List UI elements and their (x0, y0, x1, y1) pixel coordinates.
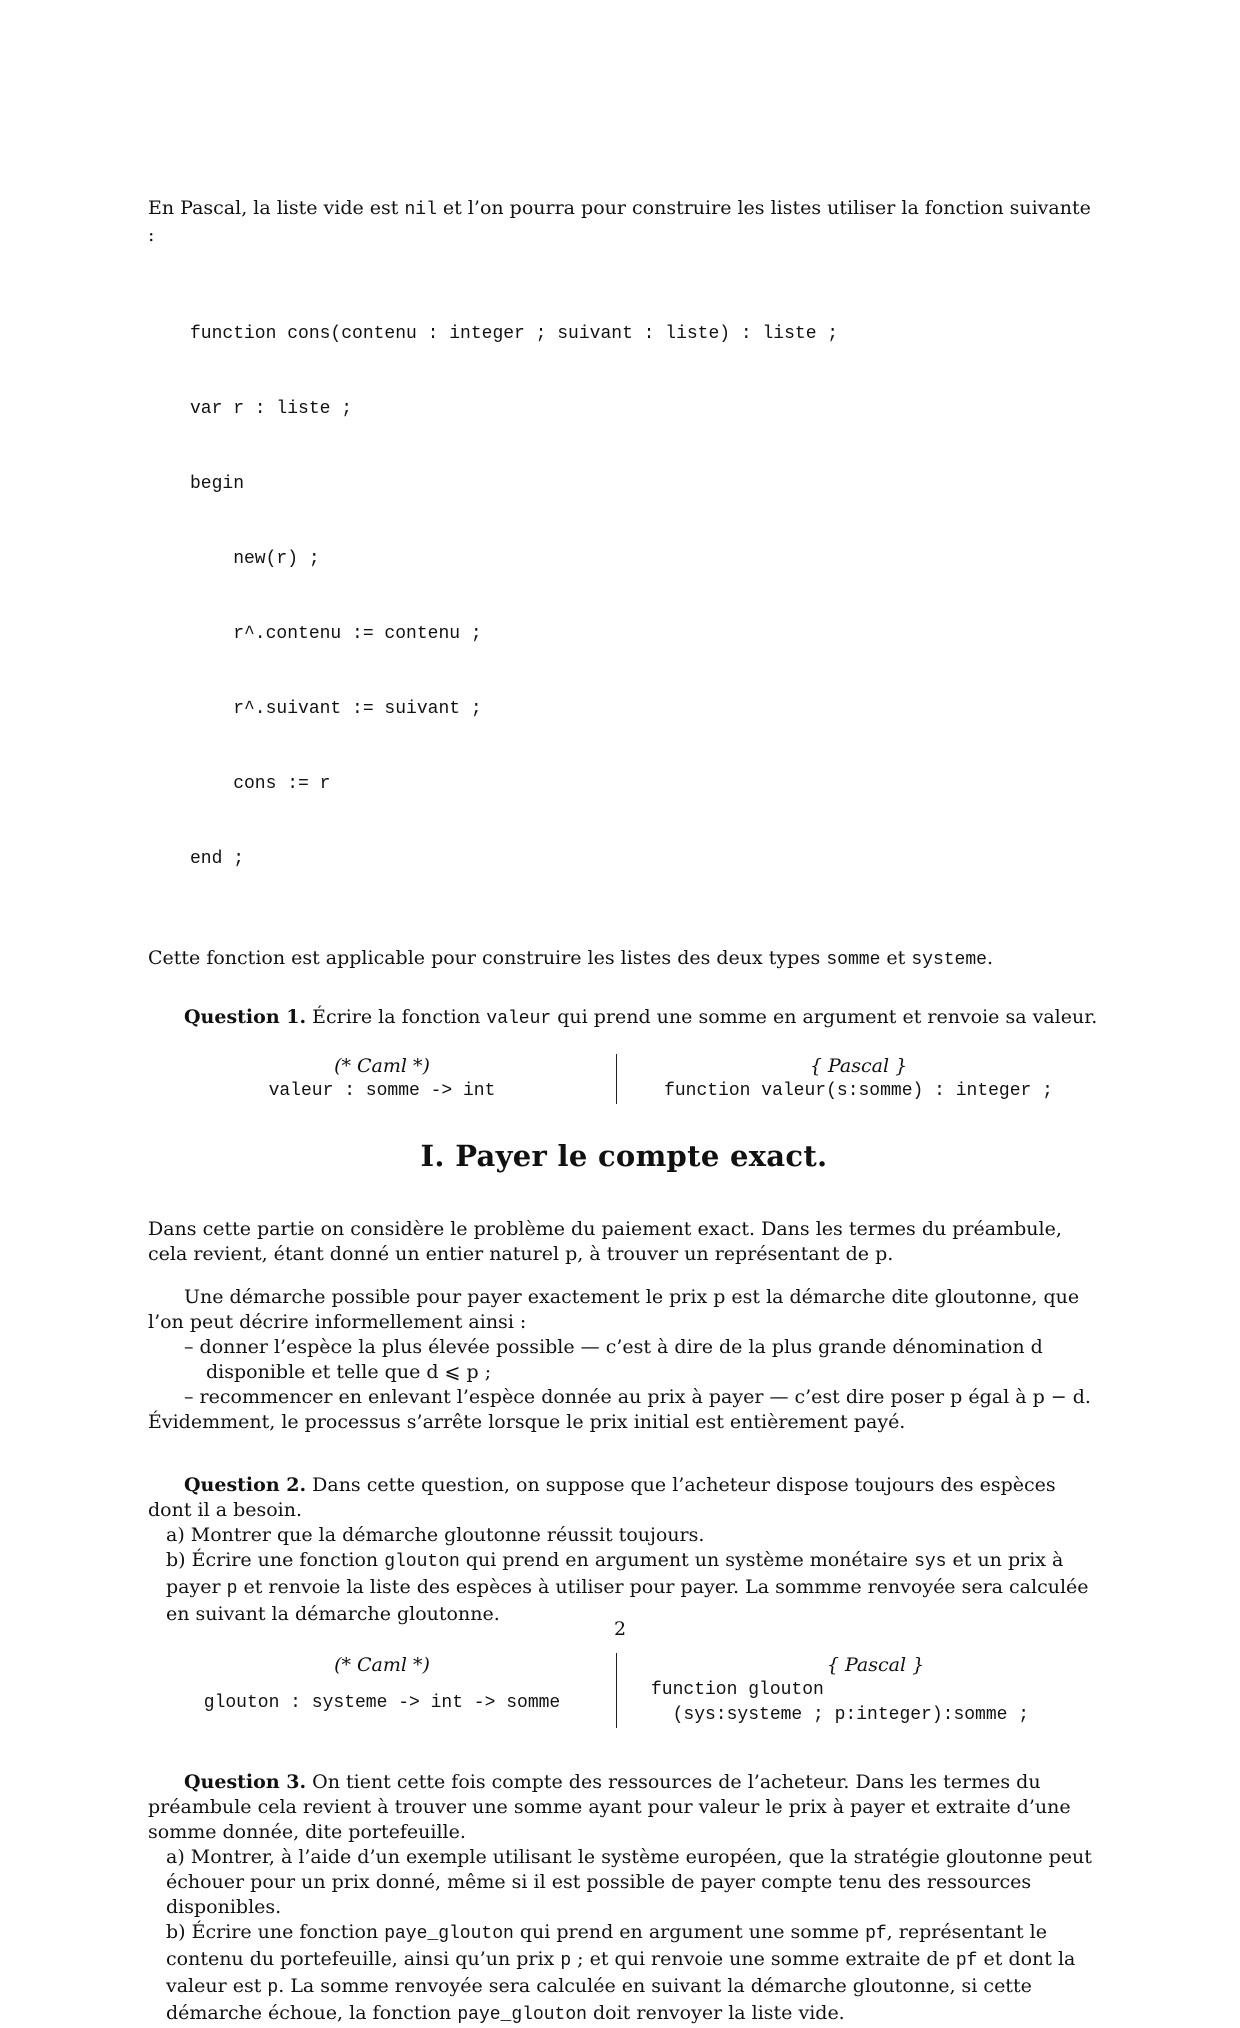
question-1 (148, 1005, 1100, 1032)
q3-b-text-g: doit renvoyer la liste vide. (586, 2002, 845, 2024)
section-title: I. Payer le compte exact. (420, 1139, 828, 1173)
q2-part-a: a) Montrer que la démarche gloutonne réussit toujours. (166, 1524, 705, 1546)
code-line: end ; (190, 849, 245, 869)
glouton-code: glouton (384, 1552, 460, 1572)
after-code-text-a: Cette fonction est applicable pour construire les listes des deux types (148, 947, 827, 969)
part1-paragraph-2: Une démarche possible pour payer exactement le prix p est la démarche dite gloutonne, que l’on peut décrire informellement ainsi : (148, 1286, 1080, 1333)
after-code-text-b: et (880, 947, 912, 969)
q2-b-text-a: b) Écrire une fonction (166, 1549, 385, 1571)
part1-paragraph-1: Dans cette partie on considère le problème du paiement exact. Dans les termes du préambule, cela revient, étant donné un entier naturel p, à trouver un représentant de p. (148, 1218, 1062, 1265)
code-line: begin (190, 474, 245, 494)
somme-code: somme (826, 950, 881, 970)
after-code-paragraph (148, 946, 1100, 973)
pf-code: pf (955, 1951, 978, 1971)
after-code-text-c: . (986, 947, 994, 969)
list-item: – recommencer en enlevant l’espèce donnée au prix à payer — c’est dire poser p égal à p − d. (184, 1386, 1091, 1408)
document-page (148, 196, 1100, 2028)
q2-signatures (148, 1653, 1100, 1728)
pascal-signature: function valeur(s:somme) : integer ; (664, 1081, 1053, 1101)
question-2 (148, 1473, 1100, 1523)
pascal-column (616, 1653, 1100, 1728)
code-line: function cons(contenu : integer ; suivant : liste) : liste ; (190, 324, 839, 344)
pascal-signature-line-1: function glouton (651, 1680, 824, 1700)
caml-column (148, 1653, 616, 1728)
pascal-heading: { Pascal } (826, 1654, 925, 1676)
q3-b-text-f: . La somme renvoyée sera calculée en suivant la démarche gloutonne, si cette démarche échoue, la fonction (166, 1975, 1032, 2024)
caml-heading: (* Caml *) (334, 1654, 430, 1676)
q3-b-text-a: b) Écrire une fonction (166, 1921, 385, 1943)
systeme-code: systeme (911, 950, 987, 970)
q2-b-text-d: et renvoie la liste des espèces à utiliser pour payer. La sommme renvoyée sera calculée en suivant la démarche gloutonne. (166, 1576, 1089, 1625)
paye-glouton-code: paye_glouton (384, 1924, 514, 1944)
caml-column (148, 1054, 616, 1104)
q3-text: On tient cette fois compte des ressources de l’acheteur. Dans les termes du préambule cela revient à trouver une somme ayant pour valeur le prix à payer et extraite d’une somme donnée, dite portefeuille. (148, 1771, 1071, 1843)
q2-text: Dans cette question, on suppose que l’acheteur dispose toujours des espèces dont il a besoin. (148, 1474, 1056, 1521)
intro-text-2: et l’on pourra pour construire les listes utiliser la fonction suivante : (148, 197, 1091, 246)
valeur-code: valeur (486, 1009, 552, 1029)
question-3-title: Question 3. (184, 1771, 307, 1793)
pascal-signature-line-2: (sys:systeme ; p:integer):somme ; (651, 1705, 1030, 1725)
cons-code-block (190, 272, 1100, 922)
q3-b-text-b: qui prend en argument une somme (513, 1921, 866, 1943)
q2-b-text-b: qui prend en argument un système monétaire (459, 1549, 915, 1571)
q3-b-text-d: ; et qui renvoie une somme extraite de (571, 1948, 956, 1970)
intro-text-1: En Pascal, la liste vide est (148, 197, 405, 219)
code-line: var r : liste ; (190, 399, 353, 419)
q1-signatures (148, 1054, 1100, 1104)
p-code: p (226, 1579, 238, 1599)
pascal-column (616, 1054, 1100, 1104)
q3-part-a: a) Montrer, à l’aide d’un exemple utilisant le système européen, que la stratégie gloutonne peut échouer pour un prix donné, même si il est possible de payer compte tenu des ressources disponibles. (166, 1846, 1092, 1918)
question-2-title: Question 2. (184, 1474, 307, 1496)
q3-b-text-e: et dont la valeur est (166, 1948, 1076, 1997)
paye-glouton-code: paye_glouton (457, 2005, 587, 2025)
p-code: p (560, 1951, 572, 1971)
code-line: r^.contenu := contenu ; (190, 624, 482, 644)
list-item: – donner l’espèce la plus élevée possible — c’est à dire de la plus grande dénomination d disponible et telle que d ⩽ p ; (184, 1336, 1043, 1383)
sys-code: sys (914, 1552, 947, 1572)
q2-b-text-c: et un prix à payer (166, 1549, 1064, 1598)
code-line: new(r) ; (190, 549, 320, 569)
code-line: r^.suivant := suivant ; (190, 699, 482, 719)
q3-b-text-c: , représentant le contenu du portefeuille, ainsi qu’un prix (166, 1921, 1047, 1970)
pascal-heading: { Pascal } (809, 1055, 908, 1077)
q3-part-b (148, 1920, 1100, 2028)
intro-paragraph (148, 196, 1100, 248)
part1-paragraph-3: Évidemment, le processus s’arrête lorsque le prix initial est entièrement payé. (148, 1411, 906, 1433)
question-1-title: Question 1. (184, 1006, 307, 1028)
p-code: p (267, 1978, 279, 1998)
pf-code: pf (865, 1924, 887, 1944)
q1-text-a: Écrire la fonction (306, 1006, 487, 1028)
q2-part-b (148, 1548, 1100, 1627)
code-line: cons := r (190, 774, 331, 794)
caml-signature: valeur : somme -> int (268, 1081, 496, 1101)
page-number: 2 (613, 1618, 627, 1640)
q1-text-b: qui prend une somme en argument et renvoie sa valeur. (551, 1006, 1098, 1028)
caml-signature: glouton : systeme -> int -> somme (203, 1693, 561, 1713)
nil-code: nil (404, 200, 437, 220)
caml-heading: (* Caml *) (334, 1055, 430, 1077)
question-3 (148, 1770, 1100, 1845)
